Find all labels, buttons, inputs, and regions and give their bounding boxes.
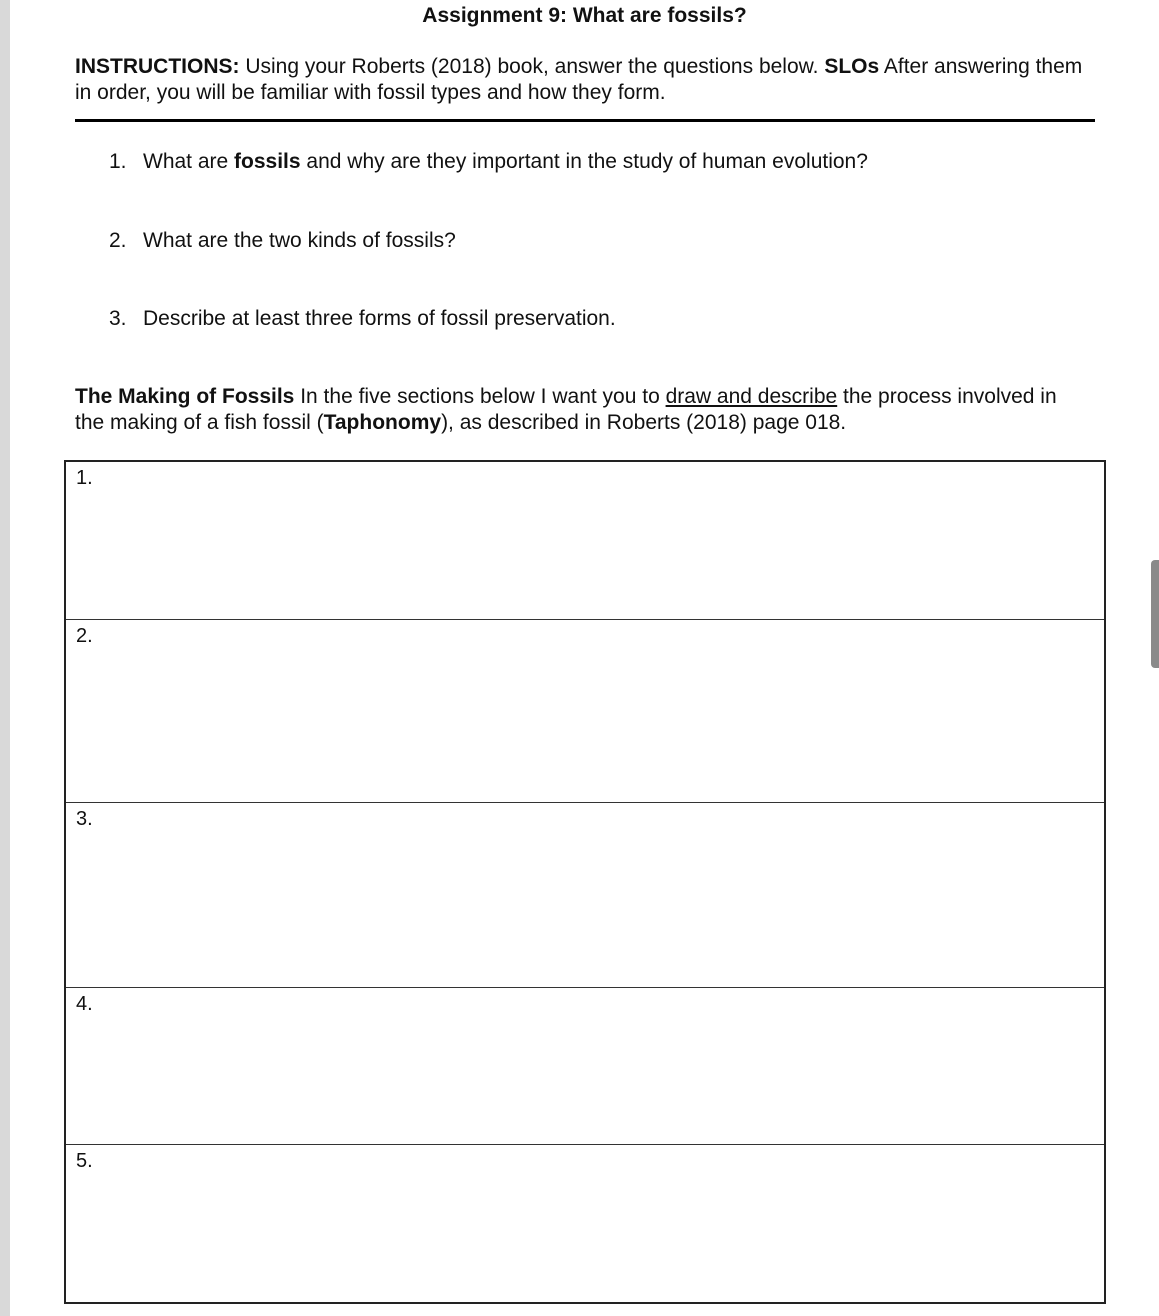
question-text: Describe at least three forms of fossil preservation. [143,307,616,330]
answer-box-5[interactable] [66,1145,1104,1302]
answer-box-1[interactable] [66,462,1104,620]
box-number: 3. [76,808,93,830]
question-number: 2. [109,229,127,252]
making-text-1: In the five sections below I want you to [294,385,666,408]
scrollbar[interactable] [1151,560,1159,668]
question-bold-term: fossils [234,150,301,173]
page-title: Assignment 9: What are fossils? [422,4,747,27]
question-3 [109,306,616,332]
question-text: and why are they important in the study of human evolution? [300,150,868,173]
box-number: 4. [76,993,93,1015]
making-underlined: draw and describe [665,385,838,408]
question-1 [109,149,868,175]
instructions-label: INSTRUCTIONS: [75,55,240,78]
question-text: What are the two kinds of fossils? [143,229,456,252]
instructions-text-1: Using your Roberts (2018) book, answer the questions below. [239,55,825,78]
box-number: 5. [76,1150,93,1172]
box-number: 2. [76,625,93,647]
making-text-2: the process involved in the making of a fish fossil ( [75,385,1057,434]
instructions [75,54,1085,106]
answer-box-4[interactable] [66,988,1104,1145]
box-number: 1. [76,467,93,489]
answer-box-3[interactable] [66,803,1104,988]
question-text: What are [143,150,235,173]
taphonomy-term: Taphonomy [323,411,442,434]
making-heading: The Making of Fossils [75,385,295,408]
making-text-3: ), as described in Roberts (2018) page 018. [441,411,847,434]
instructions-text-2: After answering them in order, you will be familiar with fossil types and how they form. [75,55,1083,104]
question-number: 3. [109,307,127,330]
answer-boxes [64,460,1106,1304]
question-number: 1. [109,150,127,173]
question-2 [109,228,456,254]
answer-box-2[interactable] [66,620,1104,803]
page-edge [0,0,10,1316]
divider [75,119,1095,122]
slos-label: SLOs [824,55,880,78]
making-of-fossils-section [75,384,1085,436]
